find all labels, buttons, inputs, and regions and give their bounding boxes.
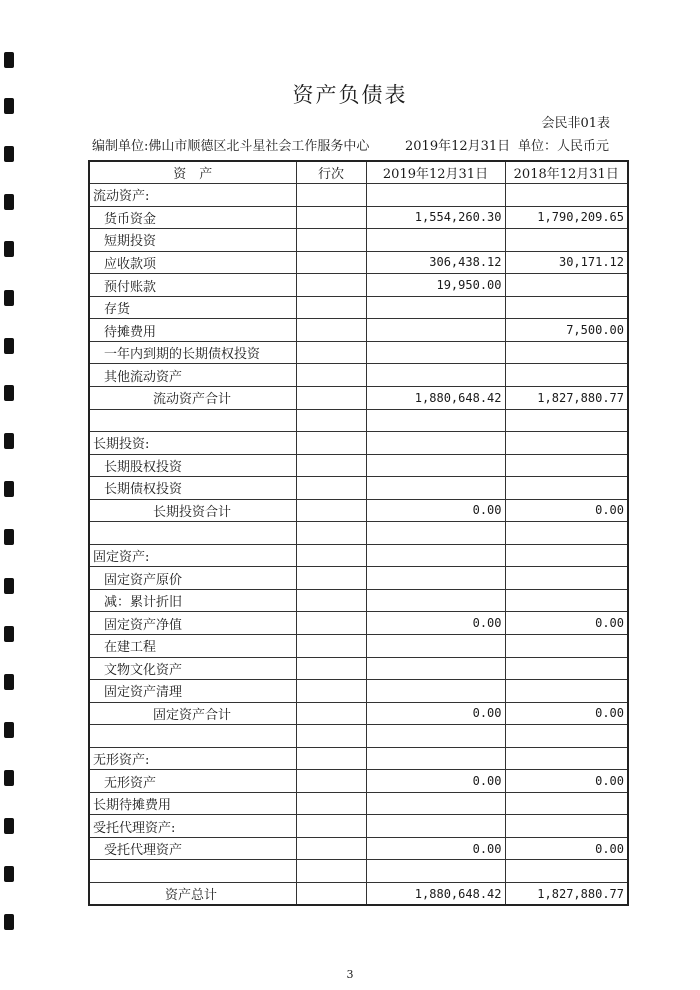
row-item-name: 预付账款 — [89, 274, 296, 297]
row-current-value — [366, 409, 505, 432]
balance-sheet-table — [88, 160, 629, 906]
row-current-value — [366, 634, 505, 657]
row-item-name: 固定资产合计 — [89, 702, 296, 725]
row-item-name: 固定资产: — [89, 544, 296, 567]
row-prior-value — [505, 815, 628, 838]
row-line-no — [296, 184, 366, 207]
row-current-value: 1,880,648.42 — [366, 386, 505, 409]
row-prior-value — [505, 522, 628, 545]
binding-hole — [4, 529, 14, 545]
row-line-no — [296, 747, 366, 770]
table-row — [89, 229, 628, 252]
report-date: 2019年12月31日 — [405, 139, 511, 154]
binding-hole — [4, 338, 14, 354]
page-number: 3 — [346, 968, 354, 981]
header-assets: 资 产 — [89, 161, 296, 184]
row-prior-value — [505, 364, 628, 387]
row-prior-value — [505, 567, 628, 590]
row-current-value — [366, 725, 505, 748]
row-prior-value: 1,790,209.65 — [505, 206, 628, 229]
row-prior-value — [505, 792, 628, 815]
row-line-no — [296, 634, 366, 657]
row-line-no — [296, 544, 366, 567]
row-prior-value — [505, 341, 628, 364]
table-row — [89, 589, 628, 612]
row-current-value — [366, 184, 505, 207]
row-item-name: 受托代理资产 — [89, 837, 296, 860]
table-row — [89, 251, 628, 274]
row-current-value — [366, 657, 505, 680]
row-line-no — [296, 702, 366, 725]
table-row — [89, 454, 628, 477]
row-prior-value — [505, 747, 628, 770]
row-item-name: 固定资产清理 — [89, 680, 296, 703]
row-prior-value: 0.00 — [505, 612, 628, 635]
row-current-value — [366, 680, 505, 703]
table-body — [89, 184, 628, 906]
row-line-no — [296, 883, 366, 906]
table-row — [89, 860, 628, 883]
row-current-value: 0.00 — [366, 612, 505, 635]
table-row — [89, 274, 628, 297]
row-line-no — [296, 499, 366, 522]
row-current-value — [366, 792, 505, 815]
row-item-name: 流动资产: — [89, 184, 296, 207]
row-prior-value — [505, 725, 628, 748]
row-item-name: 长期股权投资 — [89, 454, 296, 477]
row-line-no — [296, 725, 366, 748]
row-item-name: 无形资产 — [89, 770, 296, 793]
unit-label: 单位：人民币元 — [518, 139, 610, 154]
row-current-value: 0.00 — [366, 702, 505, 725]
table-row — [89, 499, 628, 522]
row-prior-value — [505, 860, 628, 883]
row-current-value: 1,554,260.30 — [366, 206, 505, 229]
table-row — [89, 680, 628, 703]
row-line-no — [296, 229, 366, 252]
row-item-name: 存货 — [89, 296, 296, 319]
table-row — [89, 184, 628, 207]
row-prior-value: 7,500.00 — [505, 319, 628, 342]
binding-hole — [4, 914, 14, 930]
table-row — [89, 409, 628, 432]
row-prior-value: 0.00 — [505, 702, 628, 725]
row-item-name: 长期投资: — [89, 432, 296, 455]
row-line-no — [296, 409, 366, 432]
header-prior-year: 2018年12月31日 — [505, 161, 628, 184]
row-item-name — [89, 860, 296, 883]
row-current-value: 0.00 — [366, 837, 505, 860]
row-line-no — [296, 477, 366, 500]
binding-hole — [4, 433, 14, 449]
row-prior-value — [505, 296, 628, 319]
row-item-name: 资产总计 — [89, 883, 296, 906]
row-current-value — [366, 477, 505, 500]
table-row — [89, 432, 628, 455]
table-row — [89, 725, 628, 748]
row-prior-value: 0.00 — [505, 837, 628, 860]
binding-hole — [4, 290, 14, 306]
table-header-row — [89, 161, 628, 184]
row-item-name: 减：累计折旧 — [89, 589, 296, 612]
row-item-name — [89, 409, 296, 432]
row-current-value — [366, 589, 505, 612]
row-line-no — [296, 770, 366, 793]
binding-hole — [4, 866, 14, 882]
binding-hole — [4, 578, 14, 594]
row-current-value: 19,950.00 — [366, 274, 505, 297]
binding-hole — [4, 241, 14, 257]
table-row — [89, 567, 628, 590]
row-current-value — [366, 815, 505, 838]
row-current-value — [366, 567, 505, 590]
row-current-value — [366, 229, 505, 252]
row-item-name: 待摊费用 — [89, 319, 296, 342]
table-row — [89, 747, 628, 770]
row-prior-value — [505, 454, 628, 477]
row-line-no — [296, 274, 366, 297]
row-item-name: 文物文化资产 — [89, 657, 296, 680]
row-line-no — [296, 364, 366, 387]
binding-hole — [4, 626, 14, 642]
row-current-value — [366, 747, 505, 770]
row-line-no — [296, 454, 366, 477]
binding-hole — [4, 146, 14, 162]
row-item-name: 一年内到期的长期债权投资 — [89, 341, 296, 364]
row-current-value — [366, 522, 505, 545]
row-item-name: 无形资产: — [89, 747, 296, 770]
row-prior-value — [505, 409, 628, 432]
row-current-value — [366, 454, 505, 477]
row-current-value — [366, 341, 505, 364]
row-current-value: 0.00 — [366, 770, 505, 793]
table-row — [89, 883, 628, 906]
binding-hole — [4, 52, 14, 68]
row-line-no — [296, 657, 366, 680]
table-row — [89, 319, 628, 342]
row-line-no — [296, 680, 366, 703]
row-line-no — [296, 522, 366, 545]
row-item-name: 长期待摊费用 — [89, 792, 296, 815]
row-prior-value — [505, 274, 628, 297]
row-prior-value — [505, 432, 628, 455]
row-line-no — [296, 612, 366, 635]
table-row — [89, 206, 628, 229]
table-row — [89, 477, 628, 500]
row-item-name: 货币资金 — [89, 206, 296, 229]
table-row — [89, 837, 628, 860]
row-item-name: 固定资产净值 — [89, 612, 296, 635]
row-item-name: 其他流动资产 — [89, 364, 296, 387]
table-row — [89, 634, 628, 657]
row-item-name: 固定资产原价 — [89, 567, 296, 590]
row-line-no — [296, 206, 366, 229]
row-current-value: 0.00 — [366, 499, 505, 522]
table-row — [89, 702, 628, 725]
row-line-no — [296, 792, 366, 815]
table-row — [89, 770, 628, 793]
binding-hole — [4, 770, 14, 786]
table-row — [89, 544, 628, 567]
row-prior-value — [505, 544, 628, 567]
binding-hole — [4, 481, 14, 497]
table-row — [89, 657, 628, 680]
row-line-no — [296, 386, 366, 409]
table-row — [89, 364, 628, 387]
row-line-no — [296, 589, 366, 612]
org-label: 编制单位:佛山市顺德区北斗星社会工作服务中心 — [92, 139, 370, 154]
table-row — [89, 386, 628, 409]
row-current-value — [366, 319, 505, 342]
table-row — [89, 815, 628, 838]
row-item-name: 应收款项 — [89, 251, 296, 274]
binding-hole — [4, 818, 14, 834]
row-line-no — [296, 432, 366, 455]
header-current-year: 2019年12月31日 — [366, 161, 505, 184]
table-row — [89, 792, 628, 815]
row-line-no — [296, 319, 366, 342]
row-line-no — [296, 860, 366, 883]
row-prior-value: 1,827,880.77 — [505, 386, 628, 409]
row-line-no — [296, 815, 366, 838]
table-row — [89, 341, 628, 364]
row-current-value: 306,438.12 — [366, 251, 505, 274]
row-prior-value — [505, 589, 628, 612]
row-item-name: 长期投资合计 — [89, 499, 296, 522]
binding-hole — [4, 194, 14, 210]
row-item-name: 短期投资 — [89, 229, 296, 252]
row-item-name — [89, 725, 296, 748]
row-current-value: 1,880,648.42 — [366, 883, 505, 906]
header-line-no: 行次 — [296, 161, 366, 184]
row-prior-value: 0.00 — [505, 770, 628, 793]
form-code: 会民非01表 — [541, 116, 610, 131]
table-row — [89, 612, 628, 635]
row-prior-value: 1,827,880.77 — [505, 883, 628, 906]
row-line-no — [296, 567, 366, 590]
row-current-value — [366, 364, 505, 387]
binding-hole — [4, 674, 14, 690]
table-row — [89, 522, 628, 545]
document-title: 资产负债表 — [292, 83, 408, 107]
row-prior-value: 0.00 — [505, 499, 628, 522]
row-item-name: 流动资产合计 — [89, 386, 296, 409]
row-current-value — [366, 296, 505, 319]
binding-holes — [0, 0, 26, 990]
row-current-value — [366, 860, 505, 883]
row-item-name — [89, 522, 296, 545]
row-prior-value: 30,171.12 — [505, 251, 628, 274]
row-prior-value — [505, 184, 628, 207]
row-item-name: 在建工程 — [89, 634, 296, 657]
binding-hole — [4, 722, 14, 738]
row-line-no — [296, 296, 366, 319]
row-current-value — [366, 544, 505, 567]
row-line-no — [296, 251, 366, 274]
row-prior-value — [505, 657, 628, 680]
row-prior-value — [505, 680, 628, 703]
row-item-name: 受托代理资产: — [89, 815, 296, 838]
row-item-name: 长期债权投资 — [89, 477, 296, 500]
row-current-value — [366, 432, 505, 455]
row-line-no — [296, 837, 366, 860]
table-row — [89, 296, 628, 319]
row-line-no — [296, 341, 366, 364]
row-prior-value — [505, 229, 628, 252]
row-prior-value — [505, 477, 628, 500]
row-prior-value — [505, 634, 628, 657]
binding-hole — [4, 385, 14, 401]
